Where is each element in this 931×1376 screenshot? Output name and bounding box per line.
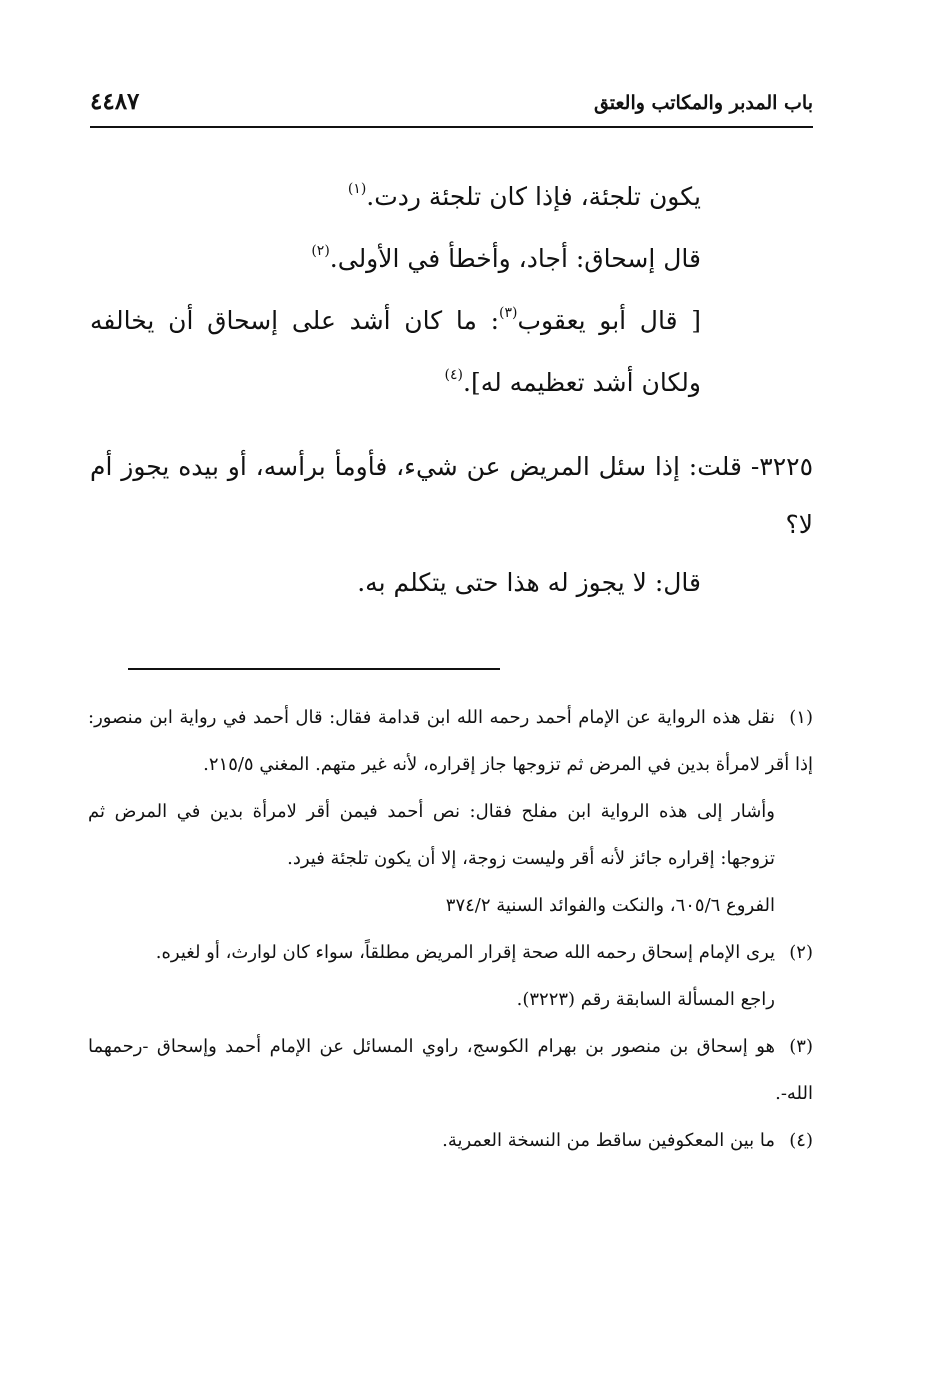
footnote-3 [88, 1023, 813, 1117]
footnote-2 [88, 929, 813, 976]
footnote-ref-1: (١) [347, 181, 367, 197]
footnote-1 [88, 694, 813, 788]
chapter-title: باب المدبر والمكاتب والعتق [593, 92, 813, 114]
footnote-ref-4: (٤) [444, 367, 464, 383]
footnote-ref-3: (٣) [499, 305, 518, 321]
footnote-3-number: (٣) [789, 1036, 813, 1057]
bracketed-text-start: [ قال أبو يعقوب [517, 306, 701, 335]
footnote-4-number: (٤) [789, 1130, 813, 1151]
footnote-1-text: نقل هذه الرواية عن الإمام أحمد رحمه الله ابن قدامة فقال: قال أحمد في رواية ابن منصور: إذا أقر لامرأة بدين في المرض ثم تزوجها جاز إقراره، لأنه غير متهم. المغني ٢١٥/٥. [88, 707, 813, 775]
footnote-2-number: (٢) [789, 942, 813, 963]
question-paragraph: ٣٢٢٥- قلت: إذا سئل المريض عن شيء، فأومأ برأسه، أو بيده يجوز أم لا؟ [90, 452, 813, 539]
footnote-3-text: هو إسحاق بن منصور بن بهرام الكوسج، راوي المسائل عن الإمام أحمد وإسحاق -رحمهما الله-. [88, 1036, 813, 1104]
footnote-divider [128, 668, 500, 670]
footnote-2-extra-1: راجع المسألة السابقة رقم (٣٢٢٣). [516, 989, 775, 1010]
main-text [90, 168, 813, 612]
body-line-1-text: يكون تلجئة، فإذا كان تلجئة ردت. [366, 182, 701, 211]
footnote-1-number: (١) [789, 707, 813, 728]
footnote-ref-2: (٢) [311, 243, 330, 259]
body-line-2 [90, 230, 813, 292]
footnote-1-extra-1: وأشار إلى هذه الرواية ابن مفلح فقال: نص أحمد فيمن أقر لامرأة بدين في المرض ثم تزوجها: إقراره جائز لأنه أقر وليست زوجة، إلا أن يكون تلجئة فيرد. [88, 801, 775, 869]
body-line-2-text: قال إسحاق: أجاد، وأخطأ في الأولى. [329, 244, 701, 273]
footnote-4-text: ما بين المعكوفين ساقط من النسخة العمرية. [442, 1130, 775, 1151]
bracketed-text-rest: : ما كان أشد على إسحاق أن يخالفه ولكان أشد تعظيمه له]. [90, 306, 701, 397]
footnote-4 [88, 1117, 813, 1164]
footnote-1-extra-2: الفروع ٦٠٥/٦، والنكت والفوائد السنية ٣٧٤/٢ [445, 895, 775, 916]
footnotes [88, 694, 813, 1164]
body-paragraph-bracketed [90, 292, 813, 416]
running-header [90, 84, 813, 128]
body-line-1 [90, 168, 813, 230]
answer-paragraph: قال: لا يجوز له هذا حتى يتكلم به. [357, 568, 701, 597]
footnote-2-text: يرى الإمام إسحاق رحمه الله صحة إقرار المريض مطلقاً، سواء كان لوارث، أو لغيره. [155, 942, 775, 963]
page-number: ٤٤٨٧ [90, 88, 140, 115]
